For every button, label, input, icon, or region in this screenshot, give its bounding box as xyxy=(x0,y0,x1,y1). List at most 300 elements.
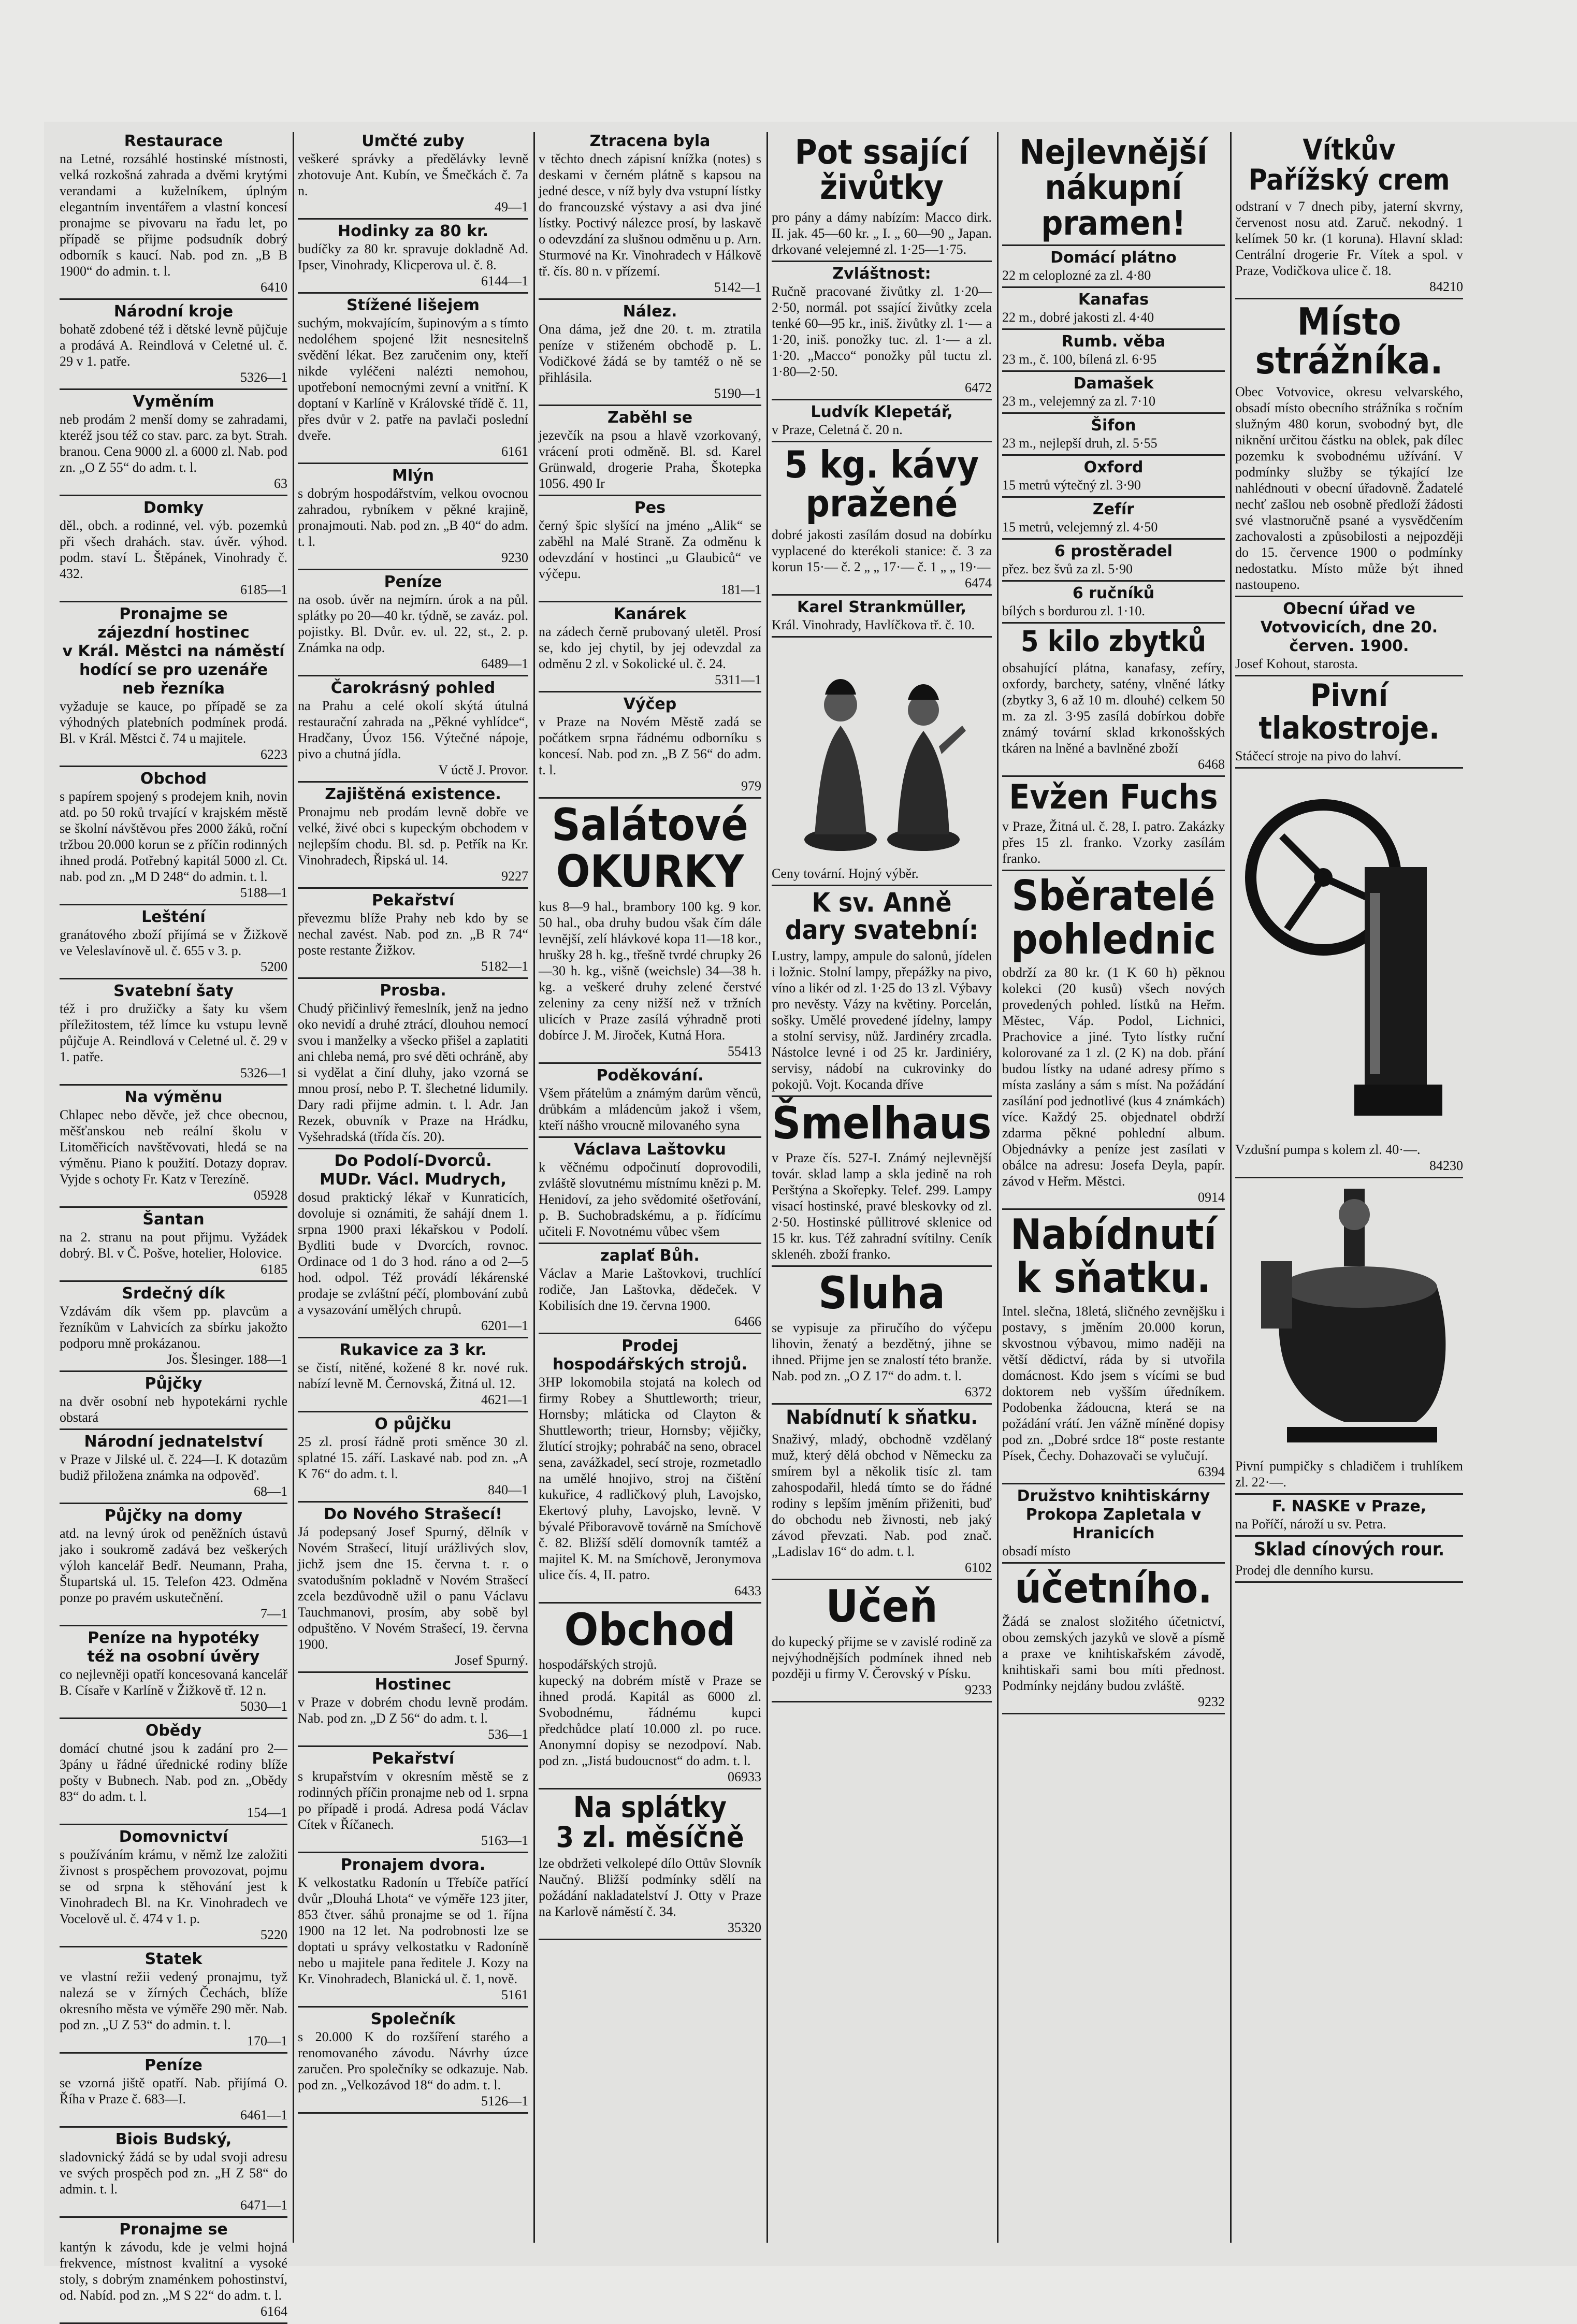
ad-separator xyxy=(60,1946,287,1947)
classified-ad xyxy=(539,302,761,401)
ad-separator xyxy=(1235,1177,1463,1178)
ad-text: na 2. stranu na pout přijmu. Vyžádek dobrý. Bl. v Č. Pošve, hotelier, Holovice. xyxy=(60,1230,287,1261)
ad-text: se čistí, nitěné, kožené 8 kr. nové ruk. nabízí levně M. Černovská, Žitná ul. 12. xyxy=(298,1360,528,1391)
classified-ad xyxy=(298,467,528,566)
ad-text: lze obdržeti velkolepé dílo Ottův Slovník Naučný. Bližší podmínky sdělí na požádání nakladatelství J. Otty v Praze na Karlově náměstí č. 34. xyxy=(539,1856,761,1919)
ad-separator xyxy=(1235,767,1463,769)
ad-heading: Pes xyxy=(634,499,666,517)
ad-heading: Damašek xyxy=(1073,374,1154,393)
classified-ad xyxy=(539,605,761,688)
ad-separator xyxy=(1235,1493,1463,1495)
ad-separator xyxy=(772,885,992,886)
ad-separator xyxy=(772,1579,992,1580)
ad-text: vyžaduje se kauce, po případě se za výhodných platebních podmínek prodá. Bl. v Král. Městci č. 74 u majitele. xyxy=(60,699,287,746)
ad-code: 5161 xyxy=(501,1987,528,2002)
ad-heading: Pronajme se zájezdní hostinec v Král. Městci na náměstí hodící se pro uzenáře neb řezníka xyxy=(62,605,285,698)
ad-heading: Zefír xyxy=(1092,500,1135,518)
classified-ad xyxy=(1002,374,1225,409)
classified-ad xyxy=(60,1629,287,1714)
ad-heading: Srdečný dík xyxy=(122,1284,225,1303)
ad-heading: Zajištěná existence. xyxy=(325,785,501,803)
classified-ad xyxy=(1235,677,1463,764)
ad-heading: Národní kroje xyxy=(113,302,234,321)
column-3 xyxy=(539,132,761,2248)
ad-heading: Vyměním xyxy=(133,393,214,411)
ad-heading: Oxford xyxy=(1083,458,1144,477)
ad-code: 84210 xyxy=(1429,279,1463,294)
classified-ad xyxy=(298,1676,528,1742)
classified-ad xyxy=(1002,249,1225,283)
ad-separator xyxy=(1002,622,1225,624)
ad-heading: Pronajme se xyxy=(119,2220,228,2239)
ad-separator xyxy=(60,2126,287,2128)
ad-separator xyxy=(772,1265,992,1267)
ad-code: 9230 xyxy=(501,550,528,565)
ad-separator xyxy=(1002,412,1225,414)
ad-text: Snaživý, mladý, obchodně vzdělaný muž, který dělá obchod v Německu za smírem byl a několik tisíc zl. tam zahospodařil, hledá tímto se do řádné rodiny s lepším jměním přiženiti, buď do obchodu neb živnosti, neb jaký závod převzati. Nab. pod znač. „Ladislav 16“ do adm. t. l. xyxy=(772,1432,992,1560)
ad-text: v Praze na Novém Městě zadá se počátkem srpna řádnému odborníku s koncesí. Nab. pod zn. „B Z 56“ do adm. t. l. xyxy=(539,714,761,777)
ad-separator xyxy=(772,594,992,596)
classified-ad xyxy=(60,770,287,901)
ad-heading: Hodinky za 80 kr. xyxy=(338,222,488,240)
ad-display-heading: Sklad cínových rour. xyxy=(1253,1538,1445,1560)
ad-display-heading: Nejlevnější nákupní pramen! xyxy=(1019,133,1208,243)
ad-separator xyxy=(298,218,528,220)
ad-heading: Šantan xyxy=(142,1210,205,1229)
classified-ad xyxy=(1002,1564,1225,1710)
ad-display-heading: Evžen Fuchs xyxy=(1009,777,1218,817)
ad-text: obdrží za 80 kr. (1 K 60 h) pěknou kolekci (20 kusů) všech nových provedených pohled. lístků na Heřm. Městec, Váp. Podol, Lichnici, Prachovice a jiné. Tyto lístky ruční kolorované za 1 zl. (2 K) na dob. přání budou lístky na udané adresy přímo s místa zaslány a sám s míst. Na požádání zasílání pod jednotlivé (kus 4 známkách) více. Každý 25. objednatel obdrží zdarma pěkné pohlední album. Objednávky a peníze jest zasílati v obálce na adresu: Josefa Deyla, papír. závod v Heřm. Městci. xyxy=(1002,964,1225,1189)
ad-code: 6185 xyxy=(261,1262,287,1277)
classified-ad xyxy=(60,1722,287,1821)
ad-separator xyxy=(298,1411,528,1412)
ad-code: 6394 xyxy=(1198,1464,1225,1479)
ad-separator xyxy=(60,1280,287,1282)
ad-separator xyxy=(60,1717,287,1719)
ad-separator xyxy=(60,1370,287,1372)
ad-separator xyxy=(1002,328,1225,330)
ad-heading: Umčté zuby xyxy=(361,132,465,150)
ad-text: Ona dáma, jež dne 20. t. m. ztratila peníze v stiženém obchodě p. L. Vodičkové žádá se by tamtéž o ně se přihlásila. xyxy=(539,322,761,385)
ad-text: odstraní v 7 dnech piby, jaterní skvrny, červenost nosu atd. Zaruč. nekodný. 1 kelímek 50 kr. (1 koruna). Hlavní sklad: Centrální drogerie Fr. Vítek a spol. v Praze, Vodičkova ulice č. 18. xyxy=(1235,198,1463,278)
classified-ad xyxy=(539,799,761,1059)
ad-separator xyxy=(1002,370,1225,372)
ad-heading: Ztracena byla xyxy=(589,132,711,150)
ad-display-heading: Pot ssající živůtky xyxy=(794,133,969,208)
classified-ad xyxy=(539,1066,761,1133)
ad-text: v těchto dnech zápisní knížka (notes) s deskami v černém plátně s kapsou na jedné desce, v níž byly dva vstupní lístky do francouzské výstavy a asi dva jiné lístky. Poctivý nálezce prosí, by laskavě o odevzdání za slušnou odměnu u p. Arn. Sturmové na Kr. Vinohradech v Hálkově tř. čís. 80 n. v přízemí. xyxy=(539,151,761,279)
ad-text: neb prodám 2 menší domy se zahradami, kteréž jsou též co stav. parc. za byt. Strah. branou. Cena 9000 zl. a 6000 zl. Nab. pod zn. „O Z 55“ do adm. t. l. xyxy=(60,412,287,475)
ad-text: 23 m., č. 100, bílená zl. 6·95 xyxy=(1002,351,1157,367)
ad-separator xyxy=(60,495,287,496)
ad-heading: Svatební šaty xyxy=(113,982,234,1000)
ad-separator xyxy=(539,405,761,406)
ad-separator xyxy=(539,1602,761,1604)
classified-ad xyxy=(60,1088,287,1203)
ad-display-heading: Na splátky 3 zl. měsíčně xyxy=(556,1790,744,1854)
ad-text: pro pány a dámy nabízím: Macco dirk. II. jak. 45—60 kr. „ I. „ 60—90 „ Japan. drkované velejemné zl. 1·25—1·75. xyxy=(772,209,992,257)
ad-text: 22 m., dobré jakosti zl. 4·40 xyxy=(1002,309,1154,325)
ad-text: budíčky za 80 kr. spravuje dokladně Ad. Ipser, Vinohrady, Klicperova ul. č. 8. xyxy=(298,241,528,272)
ad-text: v Praze v dobrém chodu levně prodám. Nab. pod zn. „D Z 56“ do adm. t. l. xyxy=(298,1695,528,1726)
ad-separator xyxy=(298,1745,528,1747)
ad-separator xyxy=(298,569,528,570)
ad-code: 5220 xyxy=(261,1927,287,1942)
column-1 xyxy=(60,132,287,2319)
ad-code: 181—1 xyxy=(721,582,761,597)
classified-ad xyxy=(772,135,992,257)
ad-heading: Družstvo knihtiskárny Prokopa Zapletala v Hranicích xyxy=(1017,1486,1210,1542)
classified-ad xyxy=(772,643,992,882)
ad-code: 5182—1 xyxy=(481,959,528,974)
ad-text: se vzorná jiště opatří. Nab. přijímá O. Říha v Praze č. 683—I. xyxy=(60,2075,287,2106)
ad-text: Já podepsaný Josef Spurný, dělník v Novém Strašecí, litují urážlivých slov, jichž jsem dne 15. června t. r. o svatodušním pokladně v Novém Strašecí zcela bezdůvodně užil o panu Václavu Tauchmanovi, prosím, aby sobě byl odpuštěno. V Novém Strašecí, 19. června 1900. xyxy=(298,1524,528,1652)
ad-text: atd. na levný úrok od peněžních ústavů jako i soukromě zadává bez veškerých výloh kancelář Bedř. Neumann, Praha, Štupartská ul. 15. Telefon 423. Odměna ponze po pravém uskutečnění. xyxy=(60,1526,287,1605)
ad-code: 154—1 xyxy=(247,1805,287,1820)
ad-display-heading: Sluha xyxy=(818,1267,945,1320)
classified-ad xyxy=(298,1505,528,1668)
classified-ad xyxy=(298,2010,528,2109)
classified-ad xyxy=(298,1415,528,1498)
classified-ad xyxy=(772,598,992,633)
ad-text: 15 metrů výtečný zl. 3·90 xyxy=(1002,477,1141,493)
ad-text: ve vlastní režii vedený pronajmu, tyž nalezá se v žírných Čechách, blíže okresního města ve výměře 290 měr. Nab. pod zn. „U Z 53“ do admin. t. l. xyxy=(60,1969,287,2032)
ad-text: jezevčík na psou a hlavě vzorkovaný, vrácení proti odměně. Bl. sd. Karel Grünwald, drogerie Praha, Škotepka 1056. 490 Ir xyxy=(539,428,761,491)
ad-code: V úctě J. Provor. xyxy=(438,762,528,777)
ad-code: 9233 xyxy=(965,1682,992,1697)
classified-ad xyxy=(539,1790,761,1936)
classified-ad xyxy=(1002,416,1225,451)
ad-separator xyxy=(539,495,761,496)
classified-ad xyxy=(1002,777,1225,867)
ad-code: 6410 xyxy=(261,280,287,295)
ad-text: na zádech černě prubovaný uletěl. Prosí se, kdo jej chytil, by jej odevzdal za odměnu 2 zl. v Sokolické ul. č. 24. xyxy=(539,624,761,671)
ad-separator xyxy=(539,298,761,300)
ad-code: 6489—1 xyxy=(481,656,528,671)
classified-ad xyxy=(539,1337,761,1599)
classified-ad xyxy=(539,132,761,295)
classified-ad xyxy=(60,982,287,1081)
classified-ad xyxy=(1235,299,1463,593)
classified-ad xyxy=(1235,600,1463,672)
ad-separator xyxy=(60,1084,287,1086)
classified-ad xyxy=(539,1141,761,1239)
ad-code: 5326—1 xyxy=(240,370,287,385)
classified-ad xyxy=(772,1267,992,1400)
ad-display-heading: 5 kg. kávy pražené xyxy=(784,442,979,526)
classified-ad xyxy=(298,679,528,778)
ad-text: kus 8—9 hal., brambory 100 kg. 9 kor. 50 hal., oba druhy budou však čím dále levnější, zelí hlávkové kopa 11—18 kor., hrušky 28 h. kg., třešně tvrdé chrupky 26—30 h. kg., višně (weichsle) 34—38 h. kg. a veškeré druhy zelené čerstvé zeleniny za ceny nižší než v tržních ulicích v Praze zasílá výhradně proti dobírce J. M. Jiroček, Kutná Hora. xyxy=(539,899,761,1043)
ad-separator xyxy=(298,781,528,783)
ad-heading: Domácí plátno xyxy=(1050,248,1177,267)
ad-heading: Domovnictví xyxy=(119,1828,228,1846)
classified-ad xyxy=(298,1856,528,2003)
ad-separator xyxy=(298,1671,528,1673)
classified-ad xyxy=(772,1097,992,1262)
classified-ad xyxy=(60,1375,287,1425)
ad-heading: Václava Laštovku xyxy=(574,1140,726,1159)
ad-separator xyxy=(1002,1713,1225,1714)
ad-text: na osob. úvěr na nejmírn. úrok a na půl. splátky po 20—40 kr. týdně, se zaváz. pol. pojistky. Bl. Dvůr. ev. ul. 22, st., 2. p. Známka na odp. xyxy=(298,592,528,655)
ad-text: Václav a Marie Laštovkovi, truchlící rodiče, Jan Laštovka, dědeček. V Kobilisích dne 19. června 1900. xyxy=(539,1265,761,1313)
ad-separator xyxy=(1235,675,1463,676)
ad-display-heading: Salátové OKURKY xyxy=(552,799,748,898)
ad-text: s používáním krámu, v němž lze založiti živnost s prospěchem provozovat, pojmu se od srpna k stěhování jest k Vinohradech Bl. na Kr. Vinohradech ve Vocelově ul. č. 474 v 1. p. xyxy=(60,1847,287,1926)
ad-separator xyxy=(298,1337,528,1338)
classified-ad xyxy=(60,302,287,385)
ad-code: 5163—1 xyxy=(481,1833,528,1848)
ad-code: 35320 xyxy=(728,1920,761,1936)
ad-code: 84230 xyxy=(1429,1158,1463,1173)
ad-code: 68—1 xyxy=(254,1484,287,1499)
ad-text: kantýn k závodu, kde je velmi hojná frekvence, místnost kvalitní a vysoké stoly, s dobrým znaménkem pohostinství, od. Nabíd. pod zn. „M S 22“ do adm. t. l. xyxy=(60,2240,287,2303)
ad-code: 55413 xyxy=(728,1043,761,1059)
ad-text: děl., obch. a rodinné, vel. výb. pozemků při všech drahách. stav. úvěr. výhod. podm. staví L. Štěpánek, Vinohrady č. 432. xyxy=(60,518,287,581)
ad-display-heading: Místo strážníka. xyxy=(1255,299,1443,383)
ad-separator xyxy=(298,887,528,889)
ad-text: hospodářských strojů. kupecký na dobrém místě v Praze se ihned prodá. Kapitál as 6000 zl. Svobodnému, řádnému kupci předchůdce platí 10.000 zl. po ruce. Anonymní dopisy se nezodpoví. Nab. pod zn. „Jistá budoucnost“ do adm. t. l. xyxy=(539,1656,761,1768)
ad-text: Žádá se znalost složitého účetnictví, obou zemských jazyků ve slově a písmě a praxe ve knihtiskařském závodě, knihtiskaři sami bou míti přednost. Podmínky nejdány budou zvláště. xyxy=(1002,1613,1225,1693)
column-rule xyxy=(997,132,999,2243)
ad-text: Vzdušní pumpa s kolem zl. 40·—. xyxy=(1235,1142,1421,1157)
ad-code: 6433 xyxy=(734,1583,761,1598)
ad-code: 5188—1 xyxy=(240,885,287,900)
ad-separator xyxy=(60,601,287,602)
ad-code: 9227 xyxy=(501,869,528,884)
classified-ad xyxy=(772,403,992,438)
ad-code: 6372 xyxy=(965,1384,992,1400)
ad-separator xyxy=(1002,870,1225,871)
classified-ad xyxy=(60,1950,287,2049)
ad-separator xyxy=(60,1824,287,1825)
ad-text: na dvěr osobní neb hypotekárni rychle obstará xyxy=(60,1394,287,1425)
ad-code: 5190—1 xyxy=(714,386,761,401)
ad-code: 6461—1 xyxy=(240,2108,287,2123)
ad-heading: Šifon xyxy=(1091,416,1136,435)
ad-separator xyxy=(539,1062,761,1064)
ad-text: bohatě zdobené též i dětské levně půjčuje a prodává A. Reindlová v Celetné ul. č. 29 v 1. patře. xyxy=(60,322,287,369)
ad-display-heading: Šmelhaus xyxy=(772,1097,992,1149)
ad-separator xyxy=(60,766,287,767)
classified-ad xyxy=(1002,291,1225,325)
ad-heading: Společník xyxy=(370,2010,456,2028)
ad-text: s dobrým hospodářstvím, velkou ovocnou zahradou, rybníkem v pěkné krajině, pronajmouti. Nab. pod zn. „B 40“ do adm. t. l. xyxy=(298,486,528,549)
ad-text: domácí chutné jsou k zadání pro 2—3pány u řádné úřednické rodiny blíže pošty v Bubnech. Nab. pod zn. „Obědy 83“ do adm. t. l. xyxy=(60,1741,287,1804)
classified-ad xyxy=(1235,1183,1463,1490)
ad-heading: Peníze xyxy=(144,2056,202,2074)
ad-separator xyxy=(539,1788,761,1789)
ad-text: Josef Kohout, starosta. xyxy=(1235,656,1358,671)
classified-ad xyxy=(772,1583,992,1697)
ad-separator xyxy=(772,636,992,638)
ad-separator xyxy=(298,675,528,676)
ad-text: černý špic slyšící na jméno „Alik“ se zaběhl na Malé Straně. Za odměnu k odevzdání v hostinci „u Glaubiců“ ve výčepu. xyxy=(539,518,761,581)
ad-display-heading: 5 kilo zbytků xyxy=(1021,624,1206,658)
ad-separator xyxy=(60,1503,287,1504)
ad-text: Vzdávám dík všem pp. plavcům a řezníkům v Lahvicích za sbírku jakožto podporu mně prokázanou. xyxy=(60,1304,287,1351)
ad-heading: Mlýn xyxy=(392,467,435,485)
column-rule xyxy=(766,132,768,2243)
ad-code: 6472 xyxy=(965,380,992,395)
ad-heading: Obchod xyxy=(140,770,207,788)
ad-separator xyxy=(1002,1483,1225,1484)
classified-ad xyxy=(298,132,528,215)
ad-heading: F. NASKE v Praze, xyxy=(1271,1497,1427,1515)
ad-separator xyxy=(60,904,287,905)
ad-text: převezmu blíže Prahy neb kdo by se nechal zavést. Nab. pod zn. „B R 74“ poste restante Žižkov. xyxy=(298,911,528,958)
classified-ad xyxy=(298,1152,528,1334)
ad-code: 63 xyxy=(274,476,287,491)
ad-heading: 6 prostěradel xyxy=(1054,542,1173,560)
ad-code: 5030—1 xyxy=(240,1699,287,1714)
classified-ad xyxy=(60,1507,287,1622)
ad-heading: Na výměnu xyxy=(124,1088,223,1106)
column-4 xyxy=(772,132,992,2248)
ad-separator xyxy=(772,1403,992,1405)
ad-text: K velkostatku Radonín u Třebíče patřící dvůr „Dlouhá Lhota“ ve výměře 123 jiter, 853 čtver. sáhů pronajme se od 1. října 1900 na 12 let. Na podrobnosti lze se doptati u správy velkostatku v Radoníně nebo u majitele pana ředitele J. Kozy na Kr. Vinohradech, Blanická ul. č. 1, nově. xyxy=(298,1875,528,1986)
ad-heading: Rumb. věba xyxy=(1061,332,1166,351)
classified-ad xyxy=(60,1210,287,1277)
ad-text: 25 zl. prosí řádně proti směnce 30 zl. splatné 15. září. Laskavé nab. pod zn. „A K 76“ do adm. t. l. xyxy=(298,1434,528,1481)
ad-text: Lustry, lampy, ampule do salonů, jídelen i ložnic. Stolní lampy, přepážky na pivo, víno a likér od zl. 1·25 do 13 zl. Výbavy pro nevěsty. Vázy na květiny. Porcelán, sošky. Umělé provedené jídelny, lampy a stolní servisy, nůž. Jardinéry zrcadla. Nástolce levné i od 25 kr. Jardiniéry, servisy, nádobí na cukrovinky do pokojů. Vojt. Kocanda dříve xyxy=(772,948,992,1092)
ad-text: Ručně pracované živůtky zl. 1·20—2·50, normál. pot ssající živůtky zcela tenké 60—95 kr., iniš. živůtky zl. 1·— a 1·20, iniš. ponožky tuc. zl. 1·— a zl. 1·20. „Macco“ ponožky půl tuctu zl. 1·80—2·50. xyxy=(772,283,992,379)
ad-separator xyxy=(298,1148,528,1149)
column-rule xyxy=(1230,132,1232,2243)
ad-code: 840—1 xyxy=(488,1482,528,1497)
ad-heading: Do Nového Strašecí! xyxy=(324,1505,502,1523)
ad-code: 6102 xyxy=(965,1560,992,1576)
ad-separator xyxy=(1002,496,1225,498)
classified-ad xyxy=(60,605,287,762)
column-rule xyxy=(293,132,294,2243)
ad-heading: Peníze xyxy=(384,573,442,591)
ad-code: 06933 xyxy=(728,1769,761,1784)
ad-code: 5200 xyxy=(261,959,287,974)
ad-code: 5311—1 xyxy=(714,672,761,687)
ad-separator xyxy=(772,399,992,400)
ad-text: dobré jakosti zasílám dosud na dobírku vyplacené do kterékoli stanice: č. 3 za korun 15·— č. 2 „ „ 17·— č. 1 „ „ 19·— xyxy=(772,527,992,574)
ad-code: 6144—1 xyxy=(481,273,528,288)
ad-display-heading: Pivní tlakostroje. xyxy=(1258,677,1440,746)
ad-separator xyxy=(539,797,761,799)
ad-text: se vypisuje za přiručího do výčepu lihovin, ženatý a bezdětný, jihne se ihned. Přijme jen se znalostí této branže. Nab. pod zn. „O Z 17“ do adm. t. l. xyxy=(772,1320,992,1384)
ad-text: v Praze v Jilské ul. č. 224—I. K dotazům budiž přiložena známka na odpověď. xyxy=(60,1452,287,1483)
ad-text: též i pro družičky a šaty ku všem příležitostem, též límce ku vstupu levně půjčuje A. Reindlová v Celetné ul. č. 29 v 1. patře. xyxy=(60,1001,287,1064)
ad-heading: Stížené lišejem xyxy=(346,296,480,314)
classified-ad xyxy=(1002,333,1225,367)
ad-heading: Biois Budský, xyxy=(115,2130,232,2148)
ad-code: 6164 xyxy=(261,2304,287,2319)
ad-heading: Půjčky na domy xyxy=(104,1507,243,1525)
ad-code: 6185—1 xyxy=(240,582,287,597)
ad-heading: Pekařství xyxy=(371,891,455,910)
ad-code: 536—1 xyxy=(488,1727,528,1742)
ad-text: Všem přátelům a známým darům věnců, drůbkám a mládencům jakož i všem, kteří nášho vroucně milovaného syna xyxy=(539,1085,761,1133)
ad-code: 5142—1 xyxy=(714,280,761,295)
ad-separator xyxy=(298,463,528,464)
classified-ad xyxy=(1002,624,1225,772)
ad-text: Intel. slečna, 18letá, sličného zevnějšku i postavy, s jměním 20.000 korun, skvostnou výbavou, mimo naději na větší dědictví, ráda by si utvořila domácnost. Kdo jsem s vícími se bud doktorem neb vyšším úředníkem. Podobenka žádoucna, která se na požádání vrátí. Jen vážně míněné dopisy pod zn. „Dobré srdce 18“ poste restante Písek, Čechy. Dohazovači se vylučují. xyxy=(1002,1303,1225,1463)
beer-pump-machine-image xyxy=(1240,1183,1458,1453)
classified-ad xyxy=(298,891,528,974)
ad-text: veškeré správky a předělávky levně zhotovuje Ant. Kubín, ve Šmečkách č. 7a n. xyxy=(298,151,528,198)
classified-ad xyxy=(1002,584,1225,619)
ad-display-heading: K sv. Anně dary svatební: xyxy=(785,887,979,946)
ad-code: 6474 xyxy=(965,575,992,590)
ad-separator xyxy=(1002,1562,1225,1564)
ad-text: suchým, mokvajícím, šupinovým a s tímto nedoléhem spojené lžit nesnesitelnš svědění lékat. Bez zaručenim ony, kteří nikde vyléčeni nalézti nemohou, upotřeboní nemocnými zevní a vnitřní. K doptaní v Karlíně v Královské třídě č. 11, přes dvůr v 2. patře na pavlači poslední dveře. xyxy=(298,315,528,443)
classified-ad xyxy=(60,1828,287,1943)
ad-display-heading: Nabídnutí k sňatku. xyxy=(786,1406,978,1429)
ad-text: 15 metrů, velejemný zl. 4·50 xyxy=(1002,519,1158,535)
ad-text: 22 m celoplozné za zl. 4·80 xyxy=(1002,267,1151,283)
ad-heading: Restaurace xyxy=(124,132,223,150)
ad-separator xyxy=(298,977,528,979)
column-5 xyxy=(1002,132,1225,2248)
classified-ad xyxy=(298,222,528,289)
ad-text: na Poříčí, nároží u sv. Petra. xyxy=(1235,1516,1386,1532)
ad-heading: Statek xyxy=(144,1950,202,1968)
ad-separator xyxy=(298,292,528,294)
ad-text: bílých s bordurou zl. 1·10. xyxy=(1002,603,1145,618)
ad-code: 6223 xyxy=(261,747,287,762)
ad-separator xyxy=(1002,580,1225,582)
ad-text: 3HP lokomobila stojatá na kolech od firmy Robey a Shuttleworth; trieur, Hornsby; mláticka od Clayton & Shuttleworth; trieur, Hornsby; vějičky, žlutící strojky; pohrabáč na seno, obracel sena, zavážkadel, secí stroje, rozmetadlo na umělé hnojivo, stroj na čištění kukuřice, 4 radličkový pluh, Lavojsko, Ekertový pluhy, Lavojsko, levně. V bývalé Přiboravově továrně na Smíchově č. 82. Bližší sdělí domovník tamtéž a majitel K. M. na Smíchově, Jeronymova ulice čís. 4, II. patro. xyxy=(539,1374,761,1582)
classified-ad xyxy=(1002,458,1225,493)
classified-ad xyxy=(298,573,528,672)
classified-ad xyxy=(1002,500,1225,535)
ad-heading: zaplať Bůh. xyxy=(600,1246,700,1265)
ad-heading: Nález. xyxy=(623,302,677,321)
ad-separator xyxy=(772,1095,992,1097)
ad-heading: Poděkování. xyxy=(596,1066,704,1085)
classified-ad xyxy=(60,908,287,975)
ad-separator xyxy=(1002,538,1225,540)
ad-display-heading: účetního. xyxy=(1015,1564,1212,1612)
ad-text: 23 m., nejlepší druh, zl. 5·55 xyxy=(1002,435,1158,451)
column-6 xyxy=(1235,132,1463,2248)
ad-heading: Hostinec xyxy=(374,1676,452,1694)
ad-text: na Letné, rozsáhlé hostinské místnosti, velká rozkošná zahrada a dvěmi krytými verandami a kuželníkem, úplným elegantním inventářem a vlastní koncesí pronajme se pivovaru na řadu let, po případě se přijme podsudník dobrý odborník s kaucí. Nab. pod zn. „B B 1900“ do admin. t. l. xyxy=(60,151,287,279)
column-2 xyxy=(298,132,528,2248)
classified-ad xyxy=(539,1247,761,1330)
classified-ad xyxy=(60,2220,287,2319)
ad-heading: Prodej hospodářských strojů. xyxy=(552,1336,747,1374)
ad-text: Prodej dle denního kursu. xyxy=(1235,1563,1374,1578)
ad-heading: Zaběhl se xyxy=(607,409,693,427)
classified-ad xyxy=(298,296,528,459)
ad-heading: Národní jednatelství xyxy=(84,1433,263,1451)
ad-code: 49—1 xyxy=(495,199,528,214)
ad-text: v Praze čís. 527-I. Známý nejlevnější továr. sklad lamp a skla jedině na roh Perštýna a Skořepky. Telef. 299. Lampy visací hostinské, pravé bleskovky od zl. 2·50. Hostinské půllitrové sklenice od 15 kr. kus. Též zahradní svítilny. Ceník sklenéh. zboží franko. xyxy=(772,1150,992,1262)
ad-separator xyxy=(539,1333,761,1334)
ad-display-heading: Učeň xyxy=(826,1581,938,1633)
classified-ad xyxy=(772,442,992,591)
ad-display-heading: Nabídnutí k sňatku. xyxy=(1010,1210,1217,1302)
ad-text: Král. Vinohrady, Havlíčkova tř. č. 10. xyxy=(772,617,975,632)
ad-code: 0914 xyxy=(1198,1189,1225,1205)
ad-code: 6468 xyxy=(1198,756,1225,772)
classified-ad xyxy=(772,1408,992,1576)
ad-text: s krupařstvím v okresním městě se z rodinných příčin pronajme neb od 1. srpna po případě i prodá. Adresa podá Václav Cítek v Říčanech. xyxy=(298,1769,528,1832)
classified-ad xyxy=(539,499,761,598)
ad-separator xyxy=(60,2052,287,2054)
ad-code: 6161 xyxy=(501,444,528,459)
ad-separator xyxy=(298,1852,528,1853)
classified-ad xyxy=(1002,871,1225,1205)
classified-ad xyxy=(1235,135,1463,295)
ad-heading: Pekařství xyxy=(371,1750,455,1768)
